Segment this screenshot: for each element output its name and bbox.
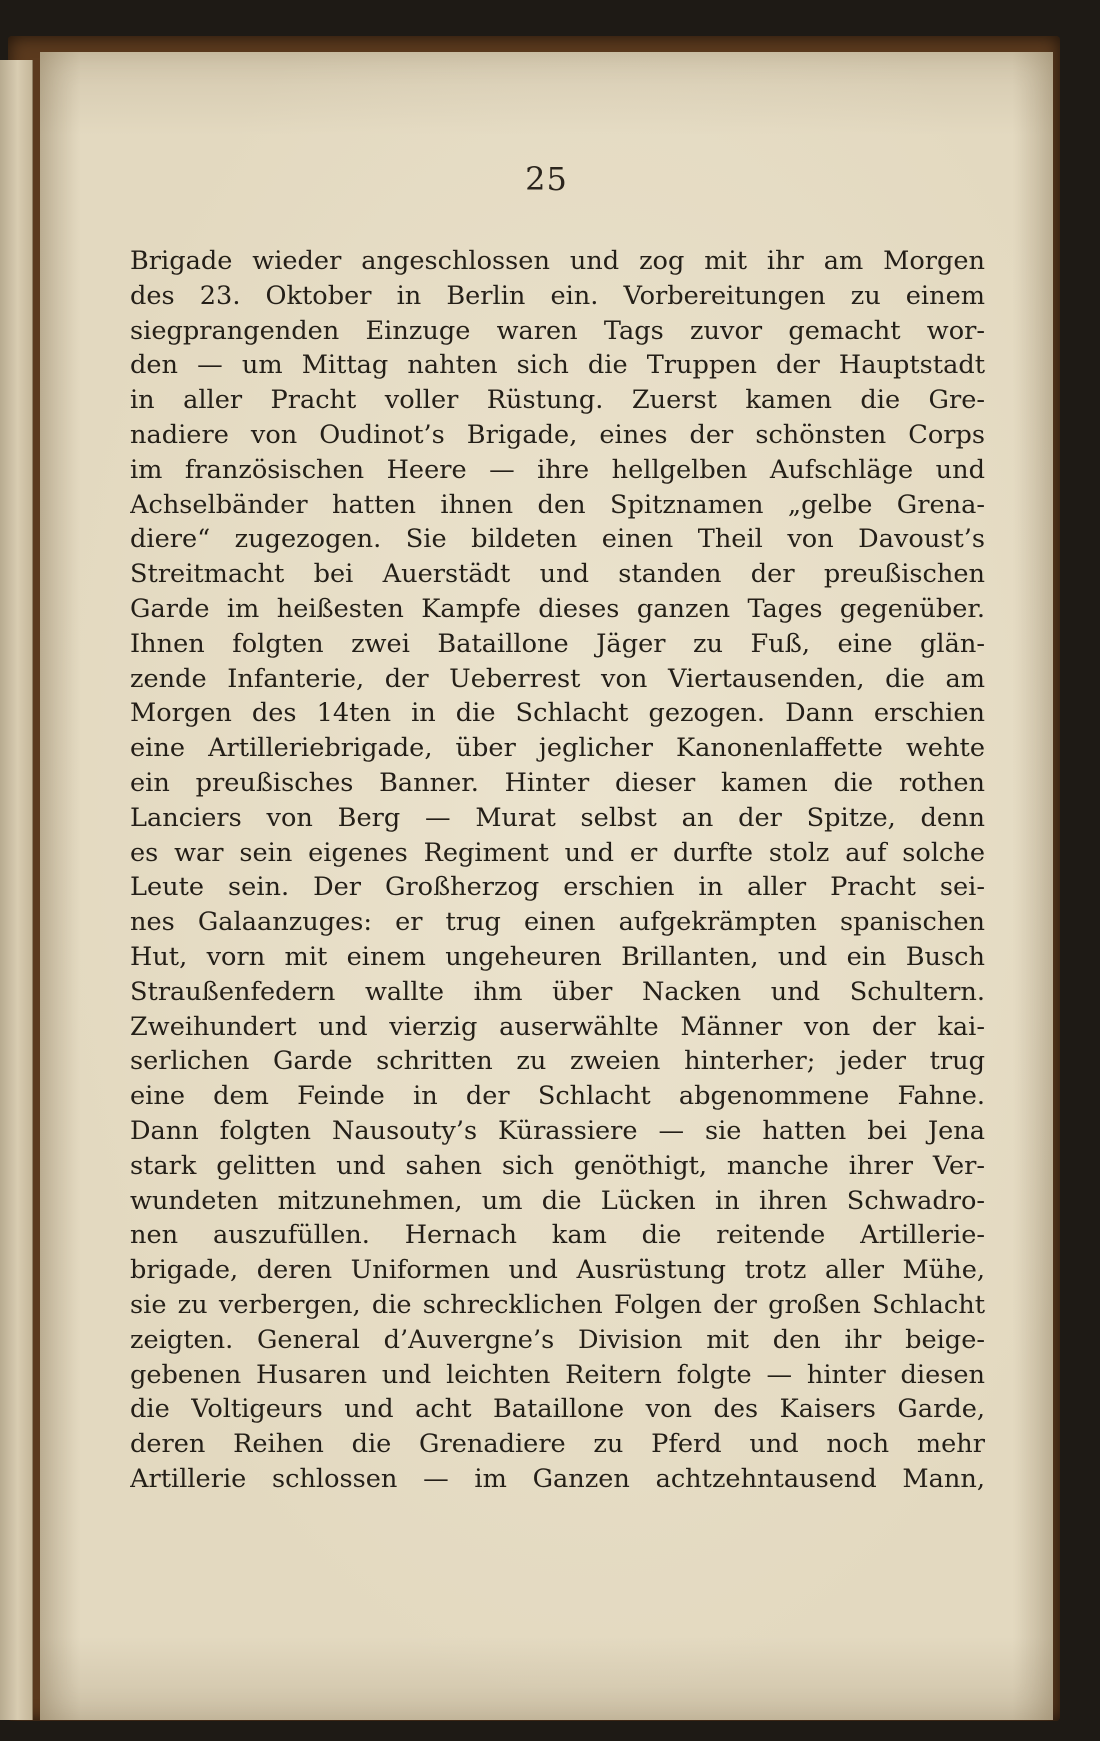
text-line: nes Galaanzuges: er trug einen aufgekrämpten spanischen: [130, 907, 985, 938]
text-line: den — um Mittag nahten sich die Truppen der Hauptstadt: [130, 350, 985, 381]
text-line: serlichen Garde schritten zu zweien hinterher; jeder trug: [130, 1046, 985, 1077]
text-line: des 23. Oktober in Berlin ein. Vorbereitungen zu einem: [130, 280, 985, 311]
text-line: siegprangenden Einzuge waren Tags zuvor gemacht wor-: [130, 315, 985, 346]
text-line: zende Infanterie, der Ueberrest von Viertausenden, die am: [130, 663, 985, 694]
page-number: 25: [525, 160, 568, 198]
book-page: [40, 52, 1053, 1720]
text-line: Leute sein. Der Großherzog erschien in aller Pracht sei-: [130, 872, 985, 903]
text-line: in aller Pracht voller Rüstung. Zuerst kamen die Gre-: [130, 385, 985, 416]
text-line: Straußenfedern wallte ihm über Nacken und Schultern.: [130, 976, 985, 1007]
text-line: wundeten mitzunehmen, um die Lücken in ihren Schwadro-: [130, 1185, 985, 1216]
text-line: brigade, deren Uniformen und Ausrüstung trotz aller Mühe,: [130, 1255, 985, 1286]
text-line: gebenen Husaren und leichten Reitern folgte — hinter diesen: [130, 1359, 985, 1390]
text-line: Lanciers von Berg — Murat selbst an der Spitze, denn: [130, 802, 985, 833]
text-line: es war sein eigenes Regiment und er durfte stolz auf solche: [130, 837, 985, 868]
left-page-edge: [0, 60, 33, 1720]
text-line: deren Reihen die Grenadiere zu Pferd und noch mehr: [130, 1429, 985, 1460]
page-body-text: [130, 244, 985, 1497]
text-line: eine dem Feinde in der Schlacht abgenommene Fahne.: [130, 1081, 985, 1112]
text-line: stark gelitten und sahen sich genöthigt, manche ihrer Ver-: [130, 1150, 985, 1181]
text-line: zeigten. General d’Auvergne’s Division mit den ihr beige-: [130, 1324, 985, 1355]
text-line: im französischen Heere — ihre hellgelben Aufschläge und: [130, 454, 985, 485]
text-line: ein preußisches Banner. Hinter dieser kamen die rothen: [130, 767, 985, 798]
text-line: Zweihundert und vierzig auserwählte Männer von der kai-: [130, 1011, 985, 1042]
text-line: sie zu verbergen, die schrecklichen Folgen der großen Schlacht: [130, 1289, 985, 1320]
text-line: Morgen des 14ten in die Schlacht gezogen. Dann erschien: [130, 698, 985, 729]
text-line: Garde im heißesten Kampfe dieses ganzen Tages gegenüber.: [130, 593, 985, 624]
text-line: Artillerie schlossen — im Ganzen achtzehntausend Mann,: [130, 1463, 985, 1494]
text-line: Hut, vorn mit einem ungeheuren Brillanten, und ein Busch: [130, 941, 985, 972]
text-line: nadiere von Oudinot’s Brigade, eines der schönsten Corps: [130, 419, 985, 450]
text-line: eine Artilleriebrigade, über jeglicher Kanonenlaffette wehte: [130, 733, 985, 764]
text-line: diere“ zugezogen. Sie bildeten einen Theil von Davoust’s: [130, 524, 985, 555]
text-line: die Voltigeurs und acht Bataillone von des Kaisers Garde,: [130, 1394, 985, 1425]
text-line: Ihnen folgten zwei Bataillone Jäger zu Fuß, eine glän-: [130, 628, 985, 659]
text-line: Streitmacht bei Auerstädt und standen der preußischen: [130, 559, 985, 590]
text-line: Achselbänder hatten ihnen den Spitznamen „gelbe Grena-: [130, 489, 985, 520]
text-line: nen auszufüllen. Hernach kam die reitende Artillerie-: [130, 1220, 985, 1251]
text-line: Brigade wieder angeschlossen und zog mit ihr am Morgen: [130, 246, 985, 276]
text-line: Dann folgten Nausouty’s Kürassiere — sie hatten bei Jena: [130, 1115, 985, 1146]
